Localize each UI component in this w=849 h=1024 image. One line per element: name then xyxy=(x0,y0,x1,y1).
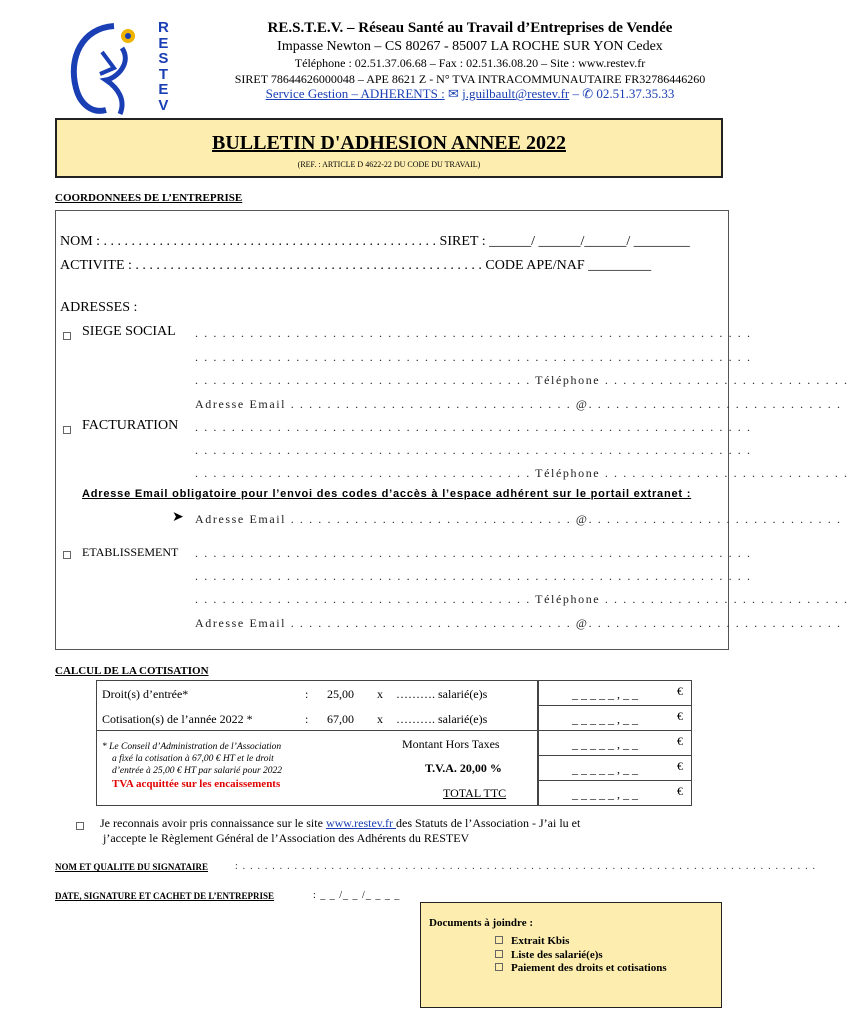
document-item xyxy=(495,962,667,976)
etablissement-email-line[interactable]: Adresse Email . . . . . . . . . . . . . . . . . . . . . . . . . . . . . . . @. . . . . . . . . . . . . . . . . . . . . . . . . . . . xyxy=(195,616,842,630)
facturation-address-line-2[interactable]: . . . . . . . . . . . . . . . . . . . . . . . . . . . . . . . . . . . . . . . . . . . . . . . . . . . . . . . . . . . . . xyxy=(195,443,752,457)
siege-social-label: SIEGE SOCIAL xyxy=(82,324,176,339)
org-siret: SIRET 78644626000048 – APE 8621 Z - N° TVA INTRACOMMUNAUTAIRE FR32786446260 xyxy=(234,72,706,86)
adresses-label: ADRESSES : xyxy=(60,300,138,315)
cotisation-annee-times: x xyxy=(377,712,383,726)
euro-sign: € xyxy=(677,784,683,798)
cotisation-annee-amount: 67,00 xyxy=(327,712,354,726)
etablissement-checkbox[interactable] xyxy=(63,551,71,559)
documents-box xyxy=(420,902,722,1008)
euro-sign: € xyxy=(677,759,683,773)
droit-entree-colon: : xyxy=(305,687,309,701)
siege-phone-line[interactable]: . . . . . . . . . . . . . . . . . . . . . . . . . . . . . . . . . . . . . Téléphone . . . . . . . . . . . . . . . . . . . . . . . . . . . xyxy=(195,373,849,387)
phone-separator: – xyxy=(572,86,579,101)
logo-letter: S xyxy=(158,50,169,67)
contact-email-link[interactable]: j.guilbault@restev.fr xyxy=(462,86,570,101)
document-item-label: Extrait Kbis xyxy=(511,935,570,947)
nom-siret-field[interactable]: NOM : . . . . . . . . . . . . . . . . . . . . . . . . . . . . . . . . . . . . . . . . . . . . . . . . SIRET : ______/ ______/______/ ________ xyxy=(60,234,690,249)
droit-entree-total[interactable]: _ _ _ _ _ , _ _ xyxy=(572,687,638,701)
document-checkbox[interactable] xyxy=(495,950,503,958)
droit-entree-times: x xyxy=(377,687,383,701)
total-ttc-value[interactable]: _ _ _ _ _ , _ _ xyxy=(572,787,638,801)
euro-sign: € xyxy=(677,734,683,748)
document-checkbox[interactable] xyxy=(495,963,503,971)
note-line-3: d’entrée à 25,00 € HT par salarié pour 2022 xyxy=(112,766,283,776)
facturation-phone-line[interactable]: . . . . . . . . . . . . . . . . . . . . . . . . . . . . . . . . . . . . . Téléphone . . . . . . . . . . . . . . . . . . . . . . . . . . . xyxy=(195,466,849,480)
cotisation-annee-qty[interactable]: ………. salarié(e)s xyxy=(396,712,488,726)
facturation-label: FACTURATION xyxy=(82,418,179,433)
logo-letter: T xyxy=(158,65,168,83)
etablissement-label: ETABLISSEMENT xyxy=(82,545,179,559)
cotisation-annee-label: Cotisation(s) de l’année 2022 * xyxy=(102,712,253,726)
contact-phone: 02.51.37.35.33 xyxy=(596,86,675,101)
section-title-coordonnees: COORDONNEES DE L’ENTREPRISE xyxy=(55,192,243,204)
cotisation-annee-total[interactable]: _ _ _ _ _ , _ _ xyxy=(572,712,638,726)
logo-letter: V xyxy=(158,96,169,114)
tva-encaissement-note: TVA acquittée sur les encaissements xyxy=(112,778,281,790)
cotisation-annee-colon: : xyxy=(305,712,309,726)
activite-ape-field[interactable]: ACTIVITE : . . . . . . . . . . . . . . . . . . . . . . . . . . . . . . . . . . . . . . . . . . . . . . . . . . CODE APE/NAF _________ xyxy=(60,258,652,273)
pointing-hand-icon: ➤ xyxy=(172,510,184,525)
siege-address-line-1[interactable]: . . . . . . . . . . . . . . . . . . . . . . . . . . . . . . . . . . . . . . . . . . . . . . . . . . . . . . . . . . . . . xyxy=(195,326,752,340)
acceptance-line-1 xyxy=(100,816,580,831)
etablissement-phone-line[interactable]: . . . . . . . . . . . . . . . . . . . . . . . . . . . . . . . . . . . . . Téléphone . . . . . . . . . . . . . . . . . . . . . . . . . . . xyxy=(195,592,849,606)
siege-email-line[interactable]: Adresse Email . . . . . . . . . . . . . . . . . . . . . . . . . . . . . . . @. . . . . . . . . . . . . . . . . . . . . . . . . . . . xyxy=(195,397,842,411)
documents-title: Documents à joindre : xyxy=(429,917,533,929)
date-signature-field[interactable]: : _ _ /_ _ /_ _ _ _ xyxy=(313,890,401,901)
montant-ht-label: Montant Hors Taxes xyxy=(402,737,500,751)
signataire-field[interactable]: : . . . . . . . . . . . . . . . . . . . . . . . . . . . . . . . . . . . . . . . . . . . . . . . . . . . . . . . . . . . . . . . . . . . . . . . . . . . . . . xyxy=(235,861,817,872)
facturation-address-line-1[interactable]: . . . . . . . . . . . . . . . . . . . . . . . . . . . . . . . . . . . . . . . . . . . . . . . . . . . . . . . . . . . . . xyxy=(195,420,752,434)
org-name: RE.S.T.E.V. – Réseau Santé au Travail d’Entreprises de Vendée xyxy=(267,20,673,36)
droit-entree-amount: 25,00 xyxy=(327,687,354,701)
signataire-label: NOM ET QUALITE DU SIGNATAIRE xyxy=(55,862,209,872)
org-contacts: Téléphone : 02.51.37.06.68 – Fax : 02.51.36.08.20 – Site : www.restev.fr xyxy=(294,56,646,70)
siege-social-checkbox[interactable] xyxy=(63,332,71,340)
restev-logo xyxy=(62,18,174,118)
restev-site-link[interactable]: www.restev.fr xyxy=(325,816,397,830)
note-line-1: * Le Conseil d’Administration de l’Association xyxy=(102,742,282,752)
extranet-email-line[interactable]: Adresse Email . . . . . . . . . . . . . . . . . . . . . . . . . . . . . . . @. . . . . . . . . . . . . . . . . . . . . . . . . . . . xyxy=(195,512,842,526)
montant-ht-value[interactable]: _ _ _ _ _ , _ _ xyxy=(572,737,638,751)
droit-entree-label: Droit(s) d’entrée* xyxy=(102,687,189,701)
mail-icon: ✉ xyxy=(447,86,459,101)
document-item xyxy=(495,935,667,949)
note-line-2: a fixé la cotisation à 67,00 € HT et le droit xyxy=(112,754,274,764)
document-item xyxy=(495,949,667,963)
tva-label: T.V.A. 20,00 % xyxy=(425,761,502,775)
document-item-label: Paiement des droits et cotisations xyxy=(511,962,667,974)
tva-value[interactable]: _ _ _ _ _ , _ _ xyxy=(572,762,638,776)
service-gestion-line xyxy=(190,86,750,102)
logo-letter: E xyxy=(158,81,169,98)
facturation-checkbox[interactable] xyxy=(63,426,71,434)
document-item-label: Liste des salarié(e)s xyxy=(511,948,603,961)
siege-address-line-2[interactable]: . . . . . . . . . . . . . . . . . . . . . . . . . . . . . . . . . . . . . . . . . . . . . . . . . . . . . . . . . . . . . xyxy=(195,350,752,364)
section-title-cotisation: CALCUL DE LA COTISATION xyxy=(55,665,209,677)
title-box xyxy=(55,118,723,178)
org-address: Impasse Newton – CS 80267 - 85007 LA ROCHE SUR YON Cedex xyxy=(277,39,663,54)
acceptance-text-b: des Statuts de l’Association - J’ai lu et xyxy=(396,816,581,830)
document-checkbox[interactable] xyxy=(495,936,503,944)
euro-sign: € xyxy=(677,709,683,723)
logo-letter: E xyxy=(158,34,169,52)
acceptance-text-a: Je reconnais avoir pris connaissance sur le site xyxy=(100,816,326,830)
total-ttc-label: TOTAL TTC xyxy=(443,786,507,800)
euro-sign: € xyxy=(677,684,683,698)
phone-icon: ✆ xyxy=(582,86,594,101)
droit-entree-qty[interactable]: ………. salarié(e)s xyxy=(396,687,488,701)
date-signature-label: DATE, SIGNATURE ET CACHET DE L’ENTREPRISE xyxy=(55,891,275,901)
etablissement-address-line-1[interactable]: . . . . . . . . . . . . . . . . . . . . . . . . . . . . . . . . . . . . . . . . . . . . . . . . . . . . . . . . . . . . . xyxy=(195,546,752,560)
form-title: BULLETIN D'ADHESION ANNEE 2022 xyxy=(212,132,566,154)
acceptance-line-2: j’accepte le Règlement Général de l’Association des Adhérents du RESTEV xyxy=(103,831,470,845)
form-reference: (REF. : ARTICLE D 4622-22 DU CODE DU TRAVAIL) xyxy=(297,160,481,169)
acceptance-checkbox[interactable] xyxy=(76,822,84,830)
email-mandatory-note: Adresse Email obligatoire pour l’envoi des codes d’accès à l’espace adhérent sur le portail extranet : xyxy=(82,488,692,500)
etablissement-address-line-2[interactable]: . . . . . . . . . . . . . . . . . . . . . . . . . . . . . . . . . . . . . . . . . . . . . . . . . . . . . . . . . . . . . xyxy=(195,569,752,583)
service-gestion-label: Service Gestion – ADHERENTS : xyxy=(265,86,445,101)
logo-letter: R xyxy=(158,19,169,36)
